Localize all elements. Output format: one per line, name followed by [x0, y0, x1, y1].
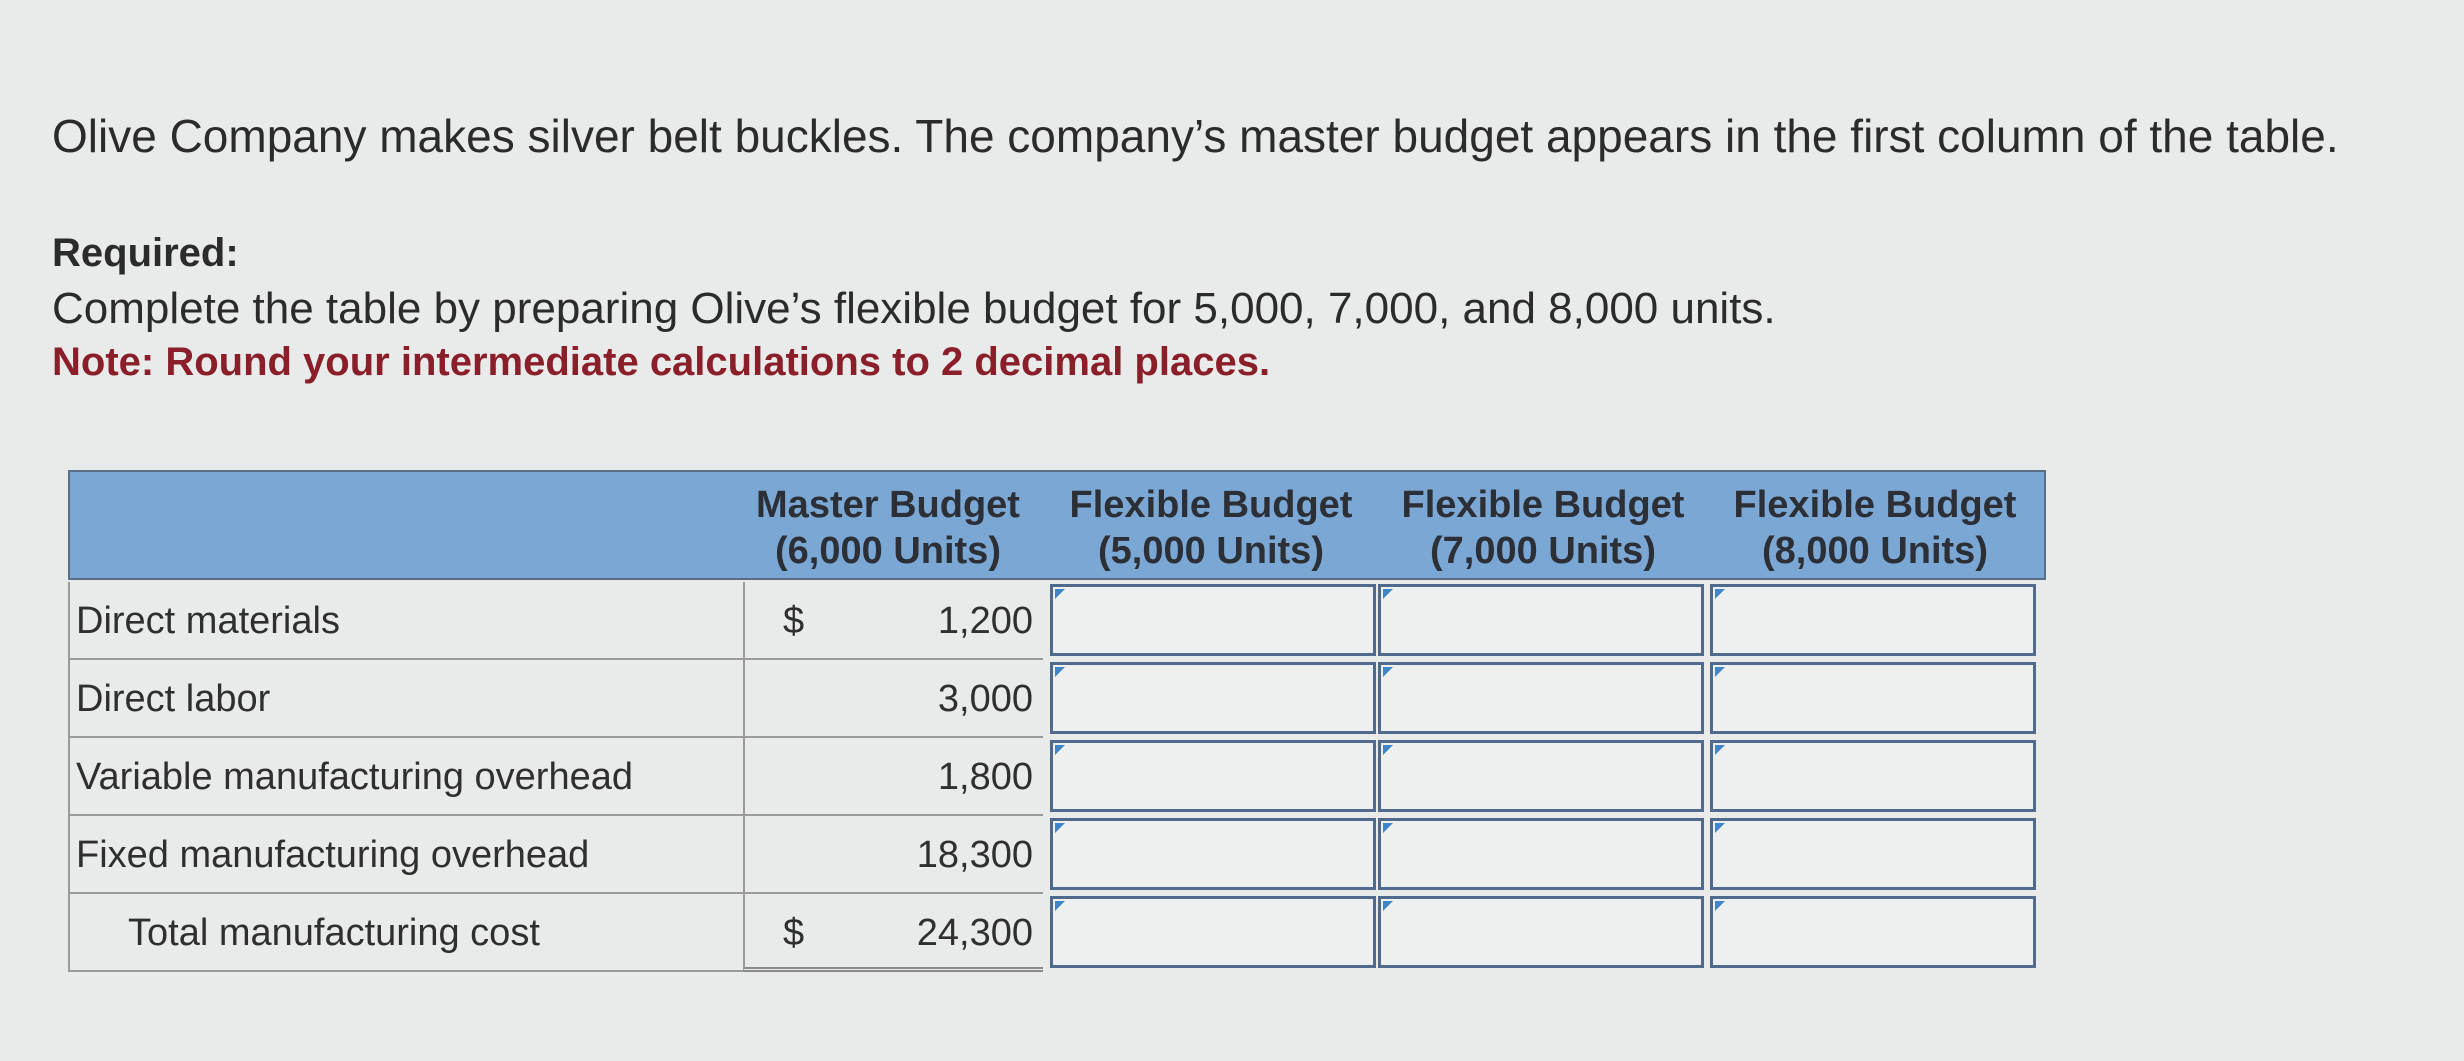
header-flexible-8000: [1712, 482, 2038, 574]
row-label: Variable manufacturing overhead: [68, 738, 743, 816]
flexible-budget-table: [68, 470, 2046, 970]
header-master-units: (6,000 Units): [775, 530, 1001, 572]
input-total-8000[interactable]: [1710, 896, 2036, 968]
row-label: Fixed manufacturing overhead: [68, 816, 743, 894]
required-heading: Required:: [52, 231, 239, 275]
input-variable-overhead-8000[interactable]: [1710, 740, 2036, 812]
master-budget-value: [743, 582, 1043, 660]
header-master-budget: [738, 482, 1038, 574]
header-master-title: Master Budget: [756, 484, 1020, 526]
header-flexible-5000-title: Flexible Budget: [1069, 484, 1353, 526]
input-total-5000[interactable]: [1050, 896, 1376, 968]
input-variable-overhead-7000[interactable]: [1378, 740, 1704, 812]
table-row-variable-overhead: [68, 738, 2046, 816]
input-direct-materials-7000[interactable]: [1378, 584, 1704, 656]
input-total-7000[interactable]: [1378, 896, 1704, 968]
header-flexible-7000-title: Flexible Budget: [1401, 484, 1685, 526]
input-direct-materials-8000[interactable]: [1710, 584, 2036, 656]
table-header-row: [68, 470, 2046, 580]
header-flexible-7000: [1380, 482, 1706, 574]
input-direct-labor-8000[interactable]: [1710, 662, 2036, 734]
header-flexible-5000: [1048, 482, 1374, 574]
instruction-text: Complete the table by preparing Olive’s flexible budget for 5,000, 7,000, and 8,000 units.: [52, 284, 1776, 333]
row-label: Total manufacturing cost: [68, 894, 743, 972]
master-budget-value: [743, 738, 1043, 816]
input-variable-overhead-5000[interactable]: [1050, 740, 1376, 812]
currency-symbol: $: [783, 912, 805, 954]
table-row-fixed-overhead: [68, 816, 2046, 894]
input-fixed-overhead-7000[interactable]: [1378, 818, 1704, 890]
input-fixed-overhead-8000[interactable]: [1710, 818, 2036, 890]
master-budget-value: [743, 660, 1043, 738]
master-budget-value: [743, 816, 1043, 894]
table-row-direct-labor: [68, 660, 2046, 738]
header-flexible-5000-units: (5,000 Units): [1098, 530, 1324, 572]
row-label: Direct materials: [68, 582, 743, 660]
problem-intro: Olive Company makes silver belt buckles. The company’s master budget appears in the first column of the table.: [52, 110, 2339, 162]
input-direct-labor-7000[interactable]: [1378, 662, 1704, 734]
master-amount: 1,200: [937, 600, 1033, 642]
row-label: Direct labor: [68, 660, 743, 738]
header-flexible-8000-title: Flexible Budget: [1733, 484, 2017, 526]
input-direct-labor-5000[interactable]: [1050, 662, 1376, 734]
input-direct-materials-5000[interactable]: [1050, 584, 1376, 656]
rounding-note: Note: Round your intermediate calculations to 2 decimal places.: [52, 340, 1271, 384]
master-amount: 1,800: [937, 756, 1033, 798]
currency-symbol: $: [783, 600, 805, 642]
master-budget-value: [743, 894, 1043, 972]
header-flexible-8000-units: (8,000 Units): [1762, 530, 1988, 572]
master-amount: 3,000: [937, 678, 1033, 720]
table-row-direct-materials: [68, 582, 2046, 660]
input-fixed-overhead-5000[interactable]: [1050, 818, 1376, 890]
master-amount: 24,300: [916, 912, 1033, 954]
header-flexible-7000-units: (7,000 Units): [1430, 530, 1656, 572]
table-row-total: [68, 894, 2046, 972]
master-amount: 18,300: [916, 834, 1033, 876]
